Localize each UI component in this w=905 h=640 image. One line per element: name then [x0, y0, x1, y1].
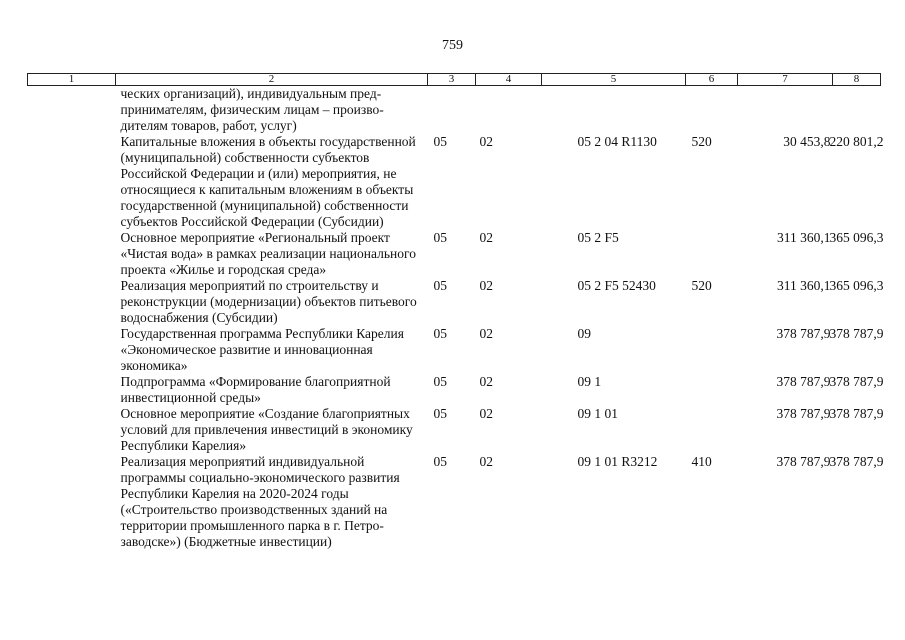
cell-amount-2: 378 787,9 — [829, 406, 884, 421]
cell-target-code: 05 2 F5 — [577, 230, 619, 245]
row-name: ческих организаций), индивидуальным предпринимателям, физическим лицам – производителям товаров, работ, услуг) — [120, 86, 384, 133]
cell-section: 05 — [433, 454, 447, 469]
table-row — [28, 230, 881, 278]
cell-amount-1: 311 360,1 — [777, 278, 831, 293]
cell-subsection: 02 — [479, 134, 493, 149]
row-name: Реализация мероприятий по строительству и реконструкции (модернизации) объектов питьевого водоснабжения (Субсидии) — [120, 278, 417, 325]
cell-target-code: 05 2 F5 52430 — [577, 278, 656, 293]
header-col-2: 2 — [116, 74, 428, 86]
cell-subsection: 02 — [479, 230, 493, 245]
cell-section: 05 — [433, 134, 447, 149]
table-body — [28, 86, 884, 551]
cell-amount-1: 378 787,9 — [776, 454, 831, 469]
cell-section: 05 — [433, 230, 447, 245]
header-col-6: 6 — [686, 74, 738, 86]
cell-amount-1: 378 787,9 — [776, 374, 831, 389]
cell-expense-type: 410 — [691, 454, 712, 469]
cell-subsection: 02 — [479, 454, 493, 469]
cell-expense-type — [686, 230, 738, 278]
cell-amount-2: 365 096,3 — [829, 230, 884, 245]
header-col-1: 1 — [28, 74, 116, 86]
cell-section: 05 — [433, 374, 447, 389]
cell-expense-type — [686, 326, 738, 374]
table-row — [28, 406, 881, 454]
cell-target-code: 09 1 01 — [577, 406, 618, 421]
cell-expense-type — [686, 86, 738, 135]
cell-subsection: 02 — [479, 406, 493, 421]
row-name: Подпрограмма «Формирование благоприятной инвестиционной среды» — [120, 374, 391, 405]
cell-subsection: 02 — [479, 278, 493, 293]
budget-table — [27, 73, 884, 550]
page-number: 759 — [442, 38, 463, 53]
header-col-8: 8 — [833, 74, 881, 86]
cell-amount-2: 378 787,9 — [829, 374, 884, 389]
row-name: Основное мероприятие «Создание благоприятных условий для привлечения инвестиций в экономику Республики Карелия» — [120, 406, 413, 453]
cell-target-code — [542, 86, 686, 135]
cell-amount-2: 365 096,3 — [829, 278, 884, 293]
header-col-5: 5 — [542, 74, 686, 86]
header-col-3: 3 — [428, 74, 476, 86]
table-header — [28, 74, 881, 86]
cell-target-code: 09 1 01 R3212 — [577, 454, 658, 469]
header-col-4: 4 — [476, 74, 542, 86]
cell-expense-type — [686, 406, 738, 454]
cell-amount-1 — [738, 86, 833, 135]
cell-subsection — [476, 86, 542, 135]
cell-target-code: 09 1 — [577, 374, 602, 389]
cell-amount-1: 378 787,9 — [776, 326, 831, 341]
cell-amount-1: 311 360,1 — [777, 230, 831, 245]
cell-section: 05 — [433, 326, 447, 341]
cell-section: 05 — [433, 278, 447, 293]
cell-amount-1: 30 453,8 — [783, 134, 831, 149]
cell-amount-1: 378 787,9 — [776, 406, 831, 421]
header-row — [28, 74, 881, 86]
table-row — [28, 326, 881, 374]
cell-target-code: 09 — [577, 326, 591, 341]
table-row — [28, 454, 881, 550]
cell-amount-2: 378 787,9 — [829, 326, 884, 341]
row-name: Капитальные вложения в объекты государственной (муниципальной) собственности субъектов Российской Федерации и (или) мероприятия, не относящиеся к капитальным вложениям в объекты государственной (муниципальной) собственности субъектов Российской Федерации (Субсидии) — [120, 134, 416, 229]
cell-section: 05 — [433, 406, 447, 421]
cell-amount-2 — [833, 86, 881, 135]
cell-subsection: 02 — [479, 326, 493, 341]
cell-target-code: 05 2 04 R1130 — [577, 134, 657, 149]
header-col-7: 7 — [738, 74, 833, 86]
row-name: Государственная программа Республики Карелия «Экономическое развитие и инновационная экономика» — [120, 326, 404, 373]
table-row — [28, 374, 881, 406]
cell-subsection: 02 — [479, 374, 493, 389]
cell-expense-type — [686, 374, 738, 406]
cell-amount-2: 220 801,2 — [829, 134, 884, 149]
table-row — [28, 134, 881, 230]
cell-expense-type: 520 — [691, 278, 712, 293]
table-row — [28, 278, 881, 326]
table-row — [28, 86, 881, 135]
row-name: Основное мероприятие «Региональный проект «Чистая вода» в рамках реализации национального проекта «Жилье и городская среда» — [120, 230, 416, 277]
cell-expense-type: 520 — [691, 134, 712, 149]
row-name: Реализация мероприятий индивидуальной программы социально-экономического развития Республики Карелия на 2020-2024 годы («Строительство производственных зданий на территории промышленного парка в г. Петрозаводске») (Бюджетные инвестиции) — [120, 454, 400, 549]
cell-amount-2: 378 787,9 — [829, 454, 884, 469]
cell-section — [428, 86, 476, 135]
